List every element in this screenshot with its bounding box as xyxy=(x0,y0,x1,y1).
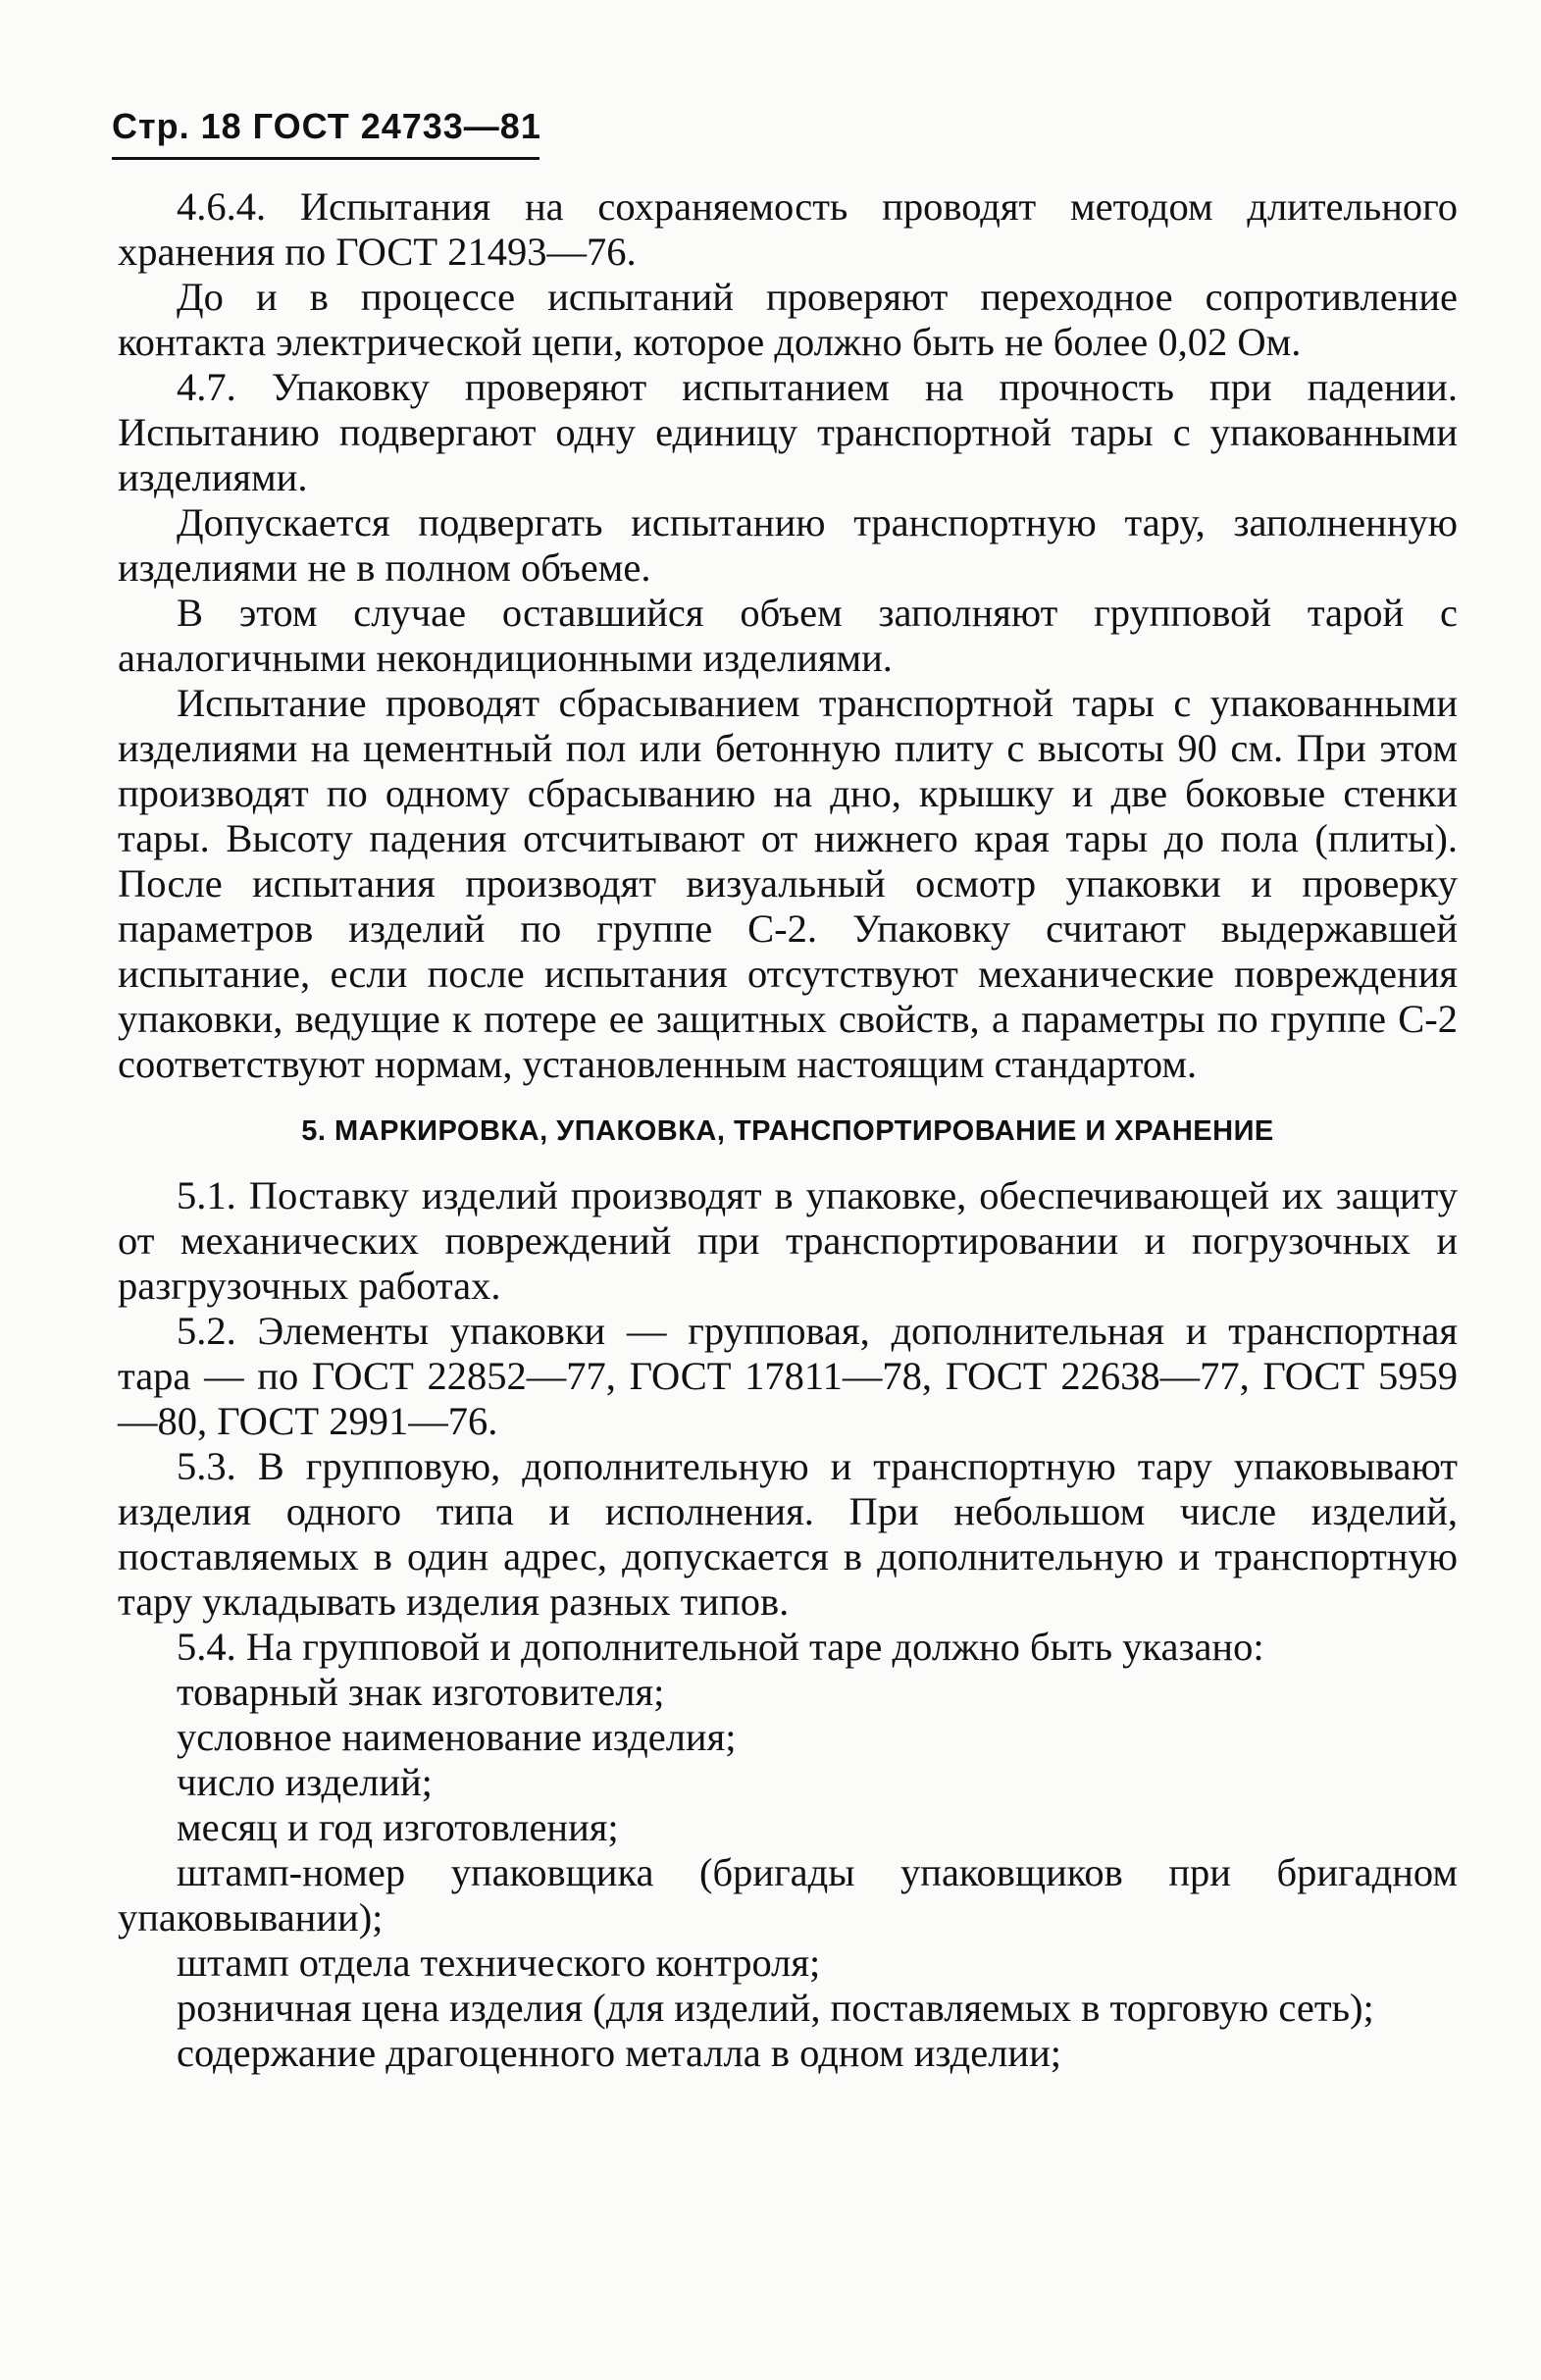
page-content xyxy=(118,184,1458,2076)
paragraph-partial-fill: Допускается подвергать испытанию транспортную тару, заполненную изделиями не в полном объеме. xyxy=(118,500,1458,590)
list-item: штамп-номер упаковщика (бригады упаковщиков при бригадном упаковывании); xyxy=(118,1850,1458,1940)
paragraph-5-3: 5.3. В групповую, дополнительную и транспортную тару упаковывают изделия одного типа и исполнения. При небольшом числе изделий, поставляемых в один адрес, допускается в дополнительную и транспортную тару укладывать изделия разных типов. xyxy=(118,1444,1458,1624)
list-item: условное наименование изделия; xyxy=(177,1715,737,1759)
paragraph-remaining-volume: В этом случае оставшийся объем заполняют групповой тарой с аналогичными некондиционными изделиями. xyxy=(118,591,1458,680)
paragraph-5-2: 5.2. Элементы упаковки — групповая, дополнительная и транспортная тара — по ГОСТ 22852—77, ГОСТ 17811—78, ГОСТ 22638—77, ГОСТ 5959—80, ГОСТ 2991—76. xyxy=(118,1309,1458,1443)
header-rule xyxy=(112,157,539,160)
list-item: штамп отдела технического контроля; xyxy=(177,1940,821,1985)
paragraph-4-6-4: 4.6.4. Испытания на сохраняемость проводят методом длительного хранения по ГОСТ 21493—76. xyxy=(118,184,1458,274)
paragraph-4-7: 4.7. Упаковку проверяют испытанием на прочность при падении. Испытанию подвергают одну единицу транспортной тары с упакованными изделиями. xyxy=(118,365,1458,499)
paragraph-5-4: 5.4. На групповой и дополнительной таре должно быть указано: xyxy=(177,1625,1264,1669)
section-heading: 5. МАРКИРОВКА, УПАКОВКА, ТРАНСПОРТИРОВАНИЕ И ХРАНЕНИЕ xyxy=(301,1115,1274,1147)
list-item: содержание драгоценного металла в одном изделии; xyxy=(177,2031,1062,2075)
list-item: число изделий; xyxy=(177,1760,433,1804)
paragraph-drop-test: Испытание проводят сбрасыванием транспортной тары с упакованными изделиями на цементный пол или бетонную плиту с высоты 90 см. При этом производят по одному сбрасыванию на дно, крышку и две боковые стенки тары. Высоту падения отсчитывают от нижнего края тары до пола (плиты). После испытания производят визуальный осмотр упаковки и проверку параметров изделий по группе С-2. Упаковку считают выдержавшей испытание, если после испытания отсутствуют механические повреждения упаковки, ведущие к потере ее защитных свойств, а параметры по группе С-2 соответствуют нормам, установленным настоящим стандартом. xyxy=(118,681,1458,1086)
page-header: Стр. 18 ГОСТ 24733—81 xyxy=(112,106,541,146)
paragraph-resistance: До и в процессе испытаний проверяют переходное сопротивление контакта электрической цепи, которое должно быть не более 0,02 Ом. xyxy=(118,275,1458,364)
marking-list xyxy=(118,1670,1458,2076)
list-item: розничная цена изделия (для изделий, поставляемых в торговую сеть); xyxy=(177,1986,1374,2030)
paragraph-5-1: 5.1. Поставку изделий производят в упаковке, обеспечивающей их защиту от механических повреждений при транспортировании и погрузочных и разгрузочных работах. xyxy=(118,1173,1458,1308)
list-item: месяц и год изготовления; xyxy=(177,1805,619,1849)
list-item: товарный знак изготовителя; xyxy=(177,1670,665,1714)
